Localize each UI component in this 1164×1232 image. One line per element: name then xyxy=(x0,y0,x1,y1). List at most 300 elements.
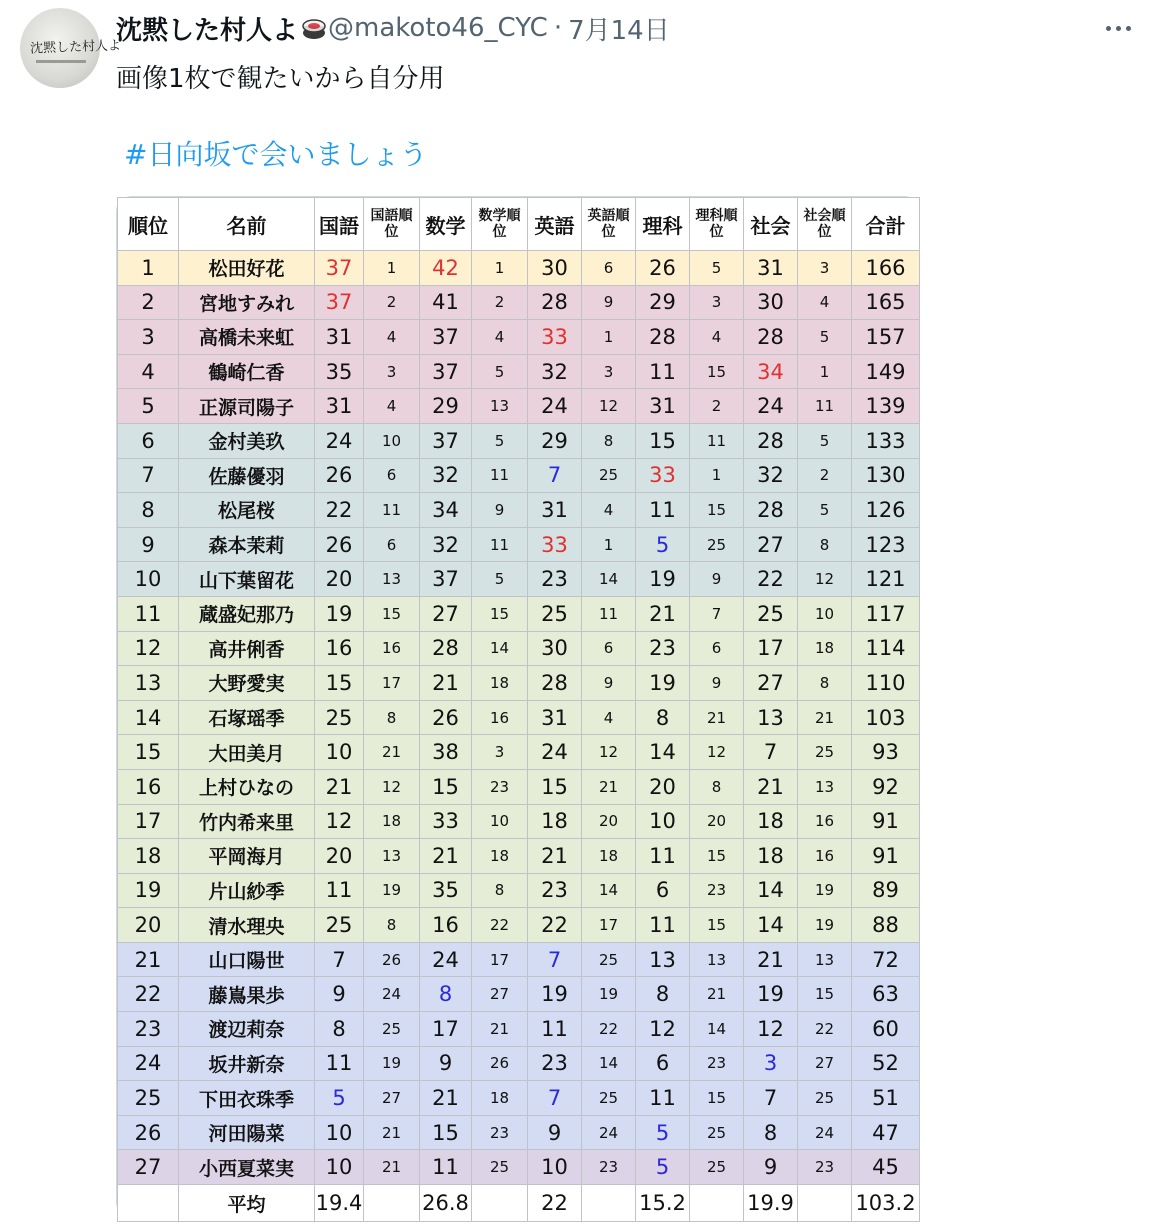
score-cell: 41 xyxy=(420,285,472,320)
rank-cell: 7 xyxy=(118,458,179,493)
rank-cell: 21 xyxy=(364,1115,420,1150)
rank-cell: 5 xyxy=(798,320,852,355)
rank-cell: 11 xyxy=(364,493,420,528)
rank-cell: 25 xyxy=(690,527,744,562)
rank-cell: 4 xyxy=(472,320,528,355)
rank-cell: 22 xyxy=(582,1012,636,1047)
rank-cell: 8 xyxy=(798,666,852,701)
rank-cell: 5 xyxy=(472,354,528,389)
score-cell: 11 xyxy=(528,1012,582,1047)
total-cell: 114 xyxy=(852,631,920,666)
score-cell: 8 xyxy=(636,977,690,1012)
rank-cell: 18 xyxy=(472,1081,528,1116)
table-row xyxy=(118,1012,920,1047)
rank-cell: 21 xyxy=(690,977,744,1012)
header-cell: 英語 xyxy=(528,198,582,251)
name-cell: 佐藤優羽 xyxy=(179,458,315,493)
rank-cell: 4 xyxy=(364,320,420,355)
table-row xyxy=(118,769,920,804)
rank-cell: 24 xyxy=(364,977,420,1012)
rank-cell: 9 xyxy=(582,285,636,320)
score-cell: 29 xyxy=(636,285,690,320)
score-cell: 19 xyxy=(744,977,798,1012)
score-cell: 11 xyxy=(636,908,690,943)
rank-cell: 23 xyxy=(690,873,744,908)
rank-cell: 15 xyxy=(364,596,420,631)
rank-cell: 25 xyxy=(472,1150,528,1185)
rank-cell: 27 xyxy=(118,1150,179,1185)
rank-cell: 21 xyxy=(472,1012,528,1047)
score-cell: 9 xyxy=(528,1115,582,1150)
score-cell: 23 xyxy=(528,562,582,597)
header-cell: 理科 xyxy=(636,198,690,251)
rank-cell: 27 xyxy=(472,977,528,1012)
rank-cell: 10 xyxy=(798,596,852,631)
score-cell: 21 xyxy=(420,666,472,701)
score-cell: 28 xyxy=(636,320,690,355)
rank-cell: 25 xyxy=(690,1150,744,1185)
score-cell: 7 xyxy=(528,1081,582,1116)
tweet-text: 画像1枚で観たいから自分用 xyxy=(116,64,445,94)
rank-cell: 17 xyxy=(582,908,636,943)
score-cell: 30 xyxy=(528,631,582,666)
table-row xyxy=(118,389,920,424)
score-cell: 14 xyxy=(744,908,798,943)
total-cell: 47 xyxy=(852,1115,920,1150)
rank-cell: 2 xyxy=(118,285,179,320)
name-cell: 藤嶌果歩 xyxy=(179,977,315,1012)
score-cell: 27 xyxy=(420,596,472,631)
rank-cell: 8 xyxy=(364,908,420,943)
name-cell: 小西夏菜実 xyxy=(179,1150,315,1185)
rank-cell: 15 xyxy=(690,493,744,528)
total-cell: 88 xyxy=(852,908,920,943)
rank-cell: 27 xyxy=(798,1046,852,1081)
total-cell: 133 xyxy=(852,423,920,458)
rank-cell: 14 xyxy=(582,562,636,597)
rank-cell: 18 xyxy=(118,839,179,874)
rank-cell: 13 xyxy=(798,942,852,977)
score-cell: 32 xyxy=(420,458,472,493)
table-row xyxy=(118,735,920,770)
rank-cell: 14 xyxy=(472,631,528,666)
rank-cell: 10 xyxy=(118,562,179,597)
name-cell: 鶴崎仁香 xyxy=(179,354,315,389)
rank-cell: 15 xyxy=(690,839,744,874)
total-cell: 45 xyxy=(852,1150,920,1185)
score-cell: 30 xyxy=(744,285,798,320)
rank-cell: 14 xyxy=(582,1046,636,1081)
average-row xyxy=(118,1185,920,1222)
header-cell: 英語順位 xyxy=(582,198,636,251)
score-cell: 33 xyxy=(636,458,690,493)
average-shakai: 19.9 xyxy=(744,1185,798,1222)
rank-cell: 5 xyxy=(472,423,528,458)
header-cell: 社会 xyxy=(744,198,798,251)
average-kokugo: 19.4 xyxy=(315,1185,364,1222)
score-cell: 7 xyxy=(315,942,364,977)
rank-cell: 5 xyxy=(798,423,852,458)
score-cell: 37 xyxy=(315,251,364,286)
name-cell: 宮地すみれ xyxy=(179,285,315,320)
total-cell: 117 xyxy=(852,596,920,631)
score-cell: 24 xyxy=(744,389,798,424)
rank-cell: 3 xyxy=(118,320,179,355)
header-cell: 名前 xyxy=(179,198,315,251)
score-cell: 16 xyxy=(315,631,364,666)
score-cell: 34 xyxy=(744,354,798,389)
rank-cell: 13 xyxy=(118,666,179,701)
rank-cell: 19 xyxy=(798,873,852,908)
rank-cell: 19 xyxy=(798,908,852,943)
table-row xyxy=(118,320,920,355)
name-cell: 松尾桜 xyxy=(179,493,315,528)
score-cell: 16 xyxy=(420,908,472,943)
rank-cell: 2 xyxy=(798,458,852,493)
rank-cell: 2 xyxy=(364,285,420,320)
rank-cell: 1 xyxy=(118,251,179,286)
total-cell: 126 xyxy=(852,493,920,528)
name-cell: 坂井新奈 xyxy=(179,1046,315,1081)
score-cell: 19 xyxy=(636,562,690,597)
total-cell: 72 xyxy=(852,942,920,977)
score-cell: 10 xyxy=(636,804,690,839)
rank-cell: 1 xyxy=(582,527,636,562)
score-cell: 8 xyxy=(420,977,472,1012)
name-cell: 山下葉留花 xyxy=(179,562,315,597)
rank-cell: 18 xyxy=(472,839,528,874)
rank-cell: 6 xyxy=(690,631,744,666)
rank-cell: 3 xyxy=(798,251,852,286)
rank-cell: 21 xyxy=(364,735,420,770)
score-cell: 28 xyxy=(744,493,798,528)
score-cell: 42 xyxy=(420,251,472,286)
score-cell: 33 xyxy=(528,320,582,355)
rank-cell: 16 xyxy=(472,700,528,735)
score-cell: 7 xyxy=(528,942,582,977)
total-cell: 51 xyxy=(852,1081,920,1116)
rank-cell: 13 xyxy=(798,769,852,804)
score-cell: 21 xyxy=(636,596,690,631)
rank-cell: 12 xyxy=(798,562,852,597)
header-cell: 理科順位 xyxy=(690,198,744,251)
table-row xyxy=(118,942,920,977)
total-cell: 149 xyxy=(852,354,920,389)
rank-cell: 23 xyxy=(472,769,528,804)
rank-cell: 4 xyxy=(364,389,420,424)
score-cell: 25 xyxy=(315,700,364,735)
separator-dot: · xyxy=(553,13,563,43)
score-cell: 18 xyxy=(528,804,582,839)
total-cell: 110 xyxy=(852,666,920,701)
rank-cell: 8 xyxy=(582,423,636,458)
total-cell: 89 xyxy=(852,873,920,908)
header-cell: 数学順位 xyxy=(472,198,528,251)
rank-cell: 26 xyxy=(364,942,420,977)
score-cell: 11 xyxy=(315,873,364,908)
header-cell: 順位 xyxy=(118,198,179,251)
score-cell: 24 xyxy=(528,735,582,770)
rank-cell: 13 xyxy=(690,942,744,977)
score-cell: 11 xyxy=(636,493,690,528)
rank-cell: 14 xyxy=(690,1012,744,1047)
rank-cell: 2 xyxy=(690,389,744,424)
rank-cell: 19 xyxy=(364,873,420,908)
rank-cell: 6 xyxy=(364,458,420,493)
header-cell: 合計 xyxy=(852,198,920,251)
table-row xyxy=(118,423,920,458)
rank-cell: 19 xyxy=(118,873,179,908)
rank-cell: 19 xyxy=(364,1046,420,1081)
rank-cell: 12 xyxy=(118,631,179,666)
score-cell: 19 xyxy=(636,666,690,701)
total-cell: 123 xyxy=(852,527,920,562)
score-cell: 23 xyxy=(636,631,690,666)
rank-cell: 4 xyxy=(118,354,179,389)
rank-cell: 2 xyxy=(472,285,528,320)
table-row xyxy=(118,1115,920,1150)
rank-cell: 15 xyxy=(690,908,744,943)
score-cell: 11 xyxy=(315,1046,364,1081)
score-cell: 28 xyxy=(744,423,798,458)
score-cell: 11 xyxy=(636,354,690,389)
rank-cell: 3 xyxy=(582,354,636,389)
rank-cell: 3 xyxy=(690,285,744,320)
score-cell: 33 xyxy=(528,527,582,562)
table-row xyxy=(118,527,920,562)
score-cell: 15 xyxy=(636,423,690,458)
table-cell xyxy=(582,1185,636,1222)
rank-cell: 17 xyxy=(364,666,420,701)
rank-cell: 20 xyxy=(582,804,636,839)
table-row xyxy=(118,873,920,908)
rank-cell: 21 xyxy=(798,700,852,735)
score-cell: 33 xyxy=(420,804,472,839)
header-cell: 社会順位 xyxy=(798,198,852,251)
total-cell: 166 xyxy=(852,251,920,286)
rank-cell: 7 xyxy=(690,596,744,631)
score-cell: 31 xyxy=(315,389,364,424)
score-cell: 10 xyxy=(315,1115,364,1150)
score-cell: 28 xyxy=(744,320,798,355)
rank-cell: 8 xyxy=(690,769,744,804)
score-cell: 31 xyxy=(744,251,798,286)
avatar-text: 沈黙した村人よ xyxy=(29,38,122,57)
name-cell: 金村美玖 xyxy=(179,423,315,458)
score-cell: 32 xyxy=(528,354,582,389)
score-cell: 30 xyxy=(528,251,582,286)
score-cell: 37 xyxy=(420,320,472,355)
score-cell: 11 xyxy=(636,1081,690,1116)
score-cell: 17 xyxy=(744,631,798,666)
total-cell: 91 xyxy=(852,839,920,874)
score-cell: 8 xyxy=(744,1115,798,1150)
rank-cell: 14 xyxy=(582,873,636,908)
hashtag-link[interactable]: #日向坂で会いましょう xyxy=(124,138,428,171)
average-label: 平均 xyxy=(179,1185,315,1222)
rank-cell: 18 xyxy=(798,631,852,666)
score-cell: 24 xyxy=(315,423,364,458)
rank-cell: 23 xyxy=(582,1150,636,1185)
sushi-icon xyxy=(300,14,328,42)
score-cell: 11 xyxy=(420,1150,472,1185)
rank-cell: 1 xyxy=(364,251,420,286)
name-cell: 下田衣珠季 xyxy=(179,1081,315,1116)
score-cell: 12 xyxy=(636,1012,690,1047)
display-name[interactable]: 沈黙した村人よ xyxy=(116,15,299,46)
rank-cell: 17 xyxy=(472,942,528,977)
rank-cell: 15 xyxy=(798,977,852,1012)
header-cell: 国語順位 xyxy=(364,198,420,251)
score-table xyxy=(117,197,920,1222)
score-cell: 31 xyxy=(636,389,690,424)
rank-cell: 16 xyxy=(798,839,852,874)
table-row xyxy=(118,839,920,874)
table-cell xyxy=(118,1185,179,1222)
rank-cell: 16 xyxy=(118,769,179,804)
score-cell: 27 xyxy=(744,527,798,562)
score-cell: 26 xyxy=(420,700,472,735)
score-cell: 7 xyxy=(744,735,798,770)
table-row xyxy=(118,700,920,735)
score-cell: 28 xyxy=(528,285,582,320)
table-row xyxy=(118,908,920,943)
rank-cell: 15 xyxy=(118,735,179,770)
rank-cell: 9 xyxy=(582,666,636,701)
rank-cell: 26 xyxy=(472,1046,528,1081)
score-cell: 23 xyxy=(528,873,582,908)
table-row xyxy=(118,1150,920,1185)
total-cell: 93 xyxy=(852,735,920,770)
average-eigo: 22 xyxy=(528,1185,582,1222)
rank-cell: 9 xyxy=(690,666,744,701)
score-cell: 19 xyxy=(528,977,582,1012)
table-row xyxy=(118,1081,920,1116)
rank-cell: 5 xyxy=(472,562,528,597)
score-cell: 21 xyxy=(420,1081,472,1116)
name-cell: 片山紗季 xyxy=(179,873,315,908)
score-cell: 25 xyxy=(744,596,798,631)
rank-cell: 9 xyxy=(118,527,179,562)
rank-cell: 22 xyxy=(798,1012,852,1047)
score-cell: 15 xyxy=(420,769,472,804)
rank-cell: 4 xyxy=(582,700,636,735)
score-cell: 18 xyxy=(744,804,798,839)
table-row xyxy=(118,493,920,528)
rank-cell: 16 xyxy=(798,804,852,839)
user-handle[interactable]: @makoto46_CYC xyxy=(328,13,548,43)
rank-cell: 18 xyxy=(364,804,420,839)
average-total: 103.2 xyxy=(852,1185,920,1222)
tweet-date[interactable]: 7月14日 xyxy=(568,15,670,46)
score-cell: 15 xyxy=(315,666,364,701)
score-cell: 29 xyxy=(420,389,472,424)
score-cell: 9 xyxy=(315,977,364,1012)
rank-cell: 25 xyxy=(690,1115,744,1150)
rank-cell: 6 xyxy=(582,631,636,666)
rank-cell: 5 xyxy=(798,493,852,528)
table-row xyxy=(118,804,920,839)
name-cell: 蔵盛妃那乃 xyxy=(179,596,315,631)
rank-cell: 15 xyxy=(472,596,528,631)
score-cell: 14 xyxy=(744,873,798,908)
rank-cell: 1 xyxy=(472,251,528,286)
score-cell: 14 xyxy=(636,735,690,770)
score-cell: 37 xyxy=(420,562,472,597)
rank-cell: 13 xyxy=(472,389,528,424)
avatar[interactable] xyxy=(20,8,122,88)
score-cell: 21 xyxy=(744,942,798,977)
score-cell: 10 xyxy=(315,1150,364,1185)
name-cell: 上村ひなの xyxy=(179,769,315,804)
rank-cell: 14 xyxy=(118,700,179,735)
rank-cell: 15 xyxy=(690,1081,744,1116)
rank-cell: 6 xyxy=(364,527,420,562)
score-cell: 32 xyxy=(744,458,798,493)
score-cell: 35 xyxy=(315,354,364,389)
total-cell: 165 xyxy=(852,285,920,320)
name-cell: 松田好花 xyxy=(179,251,315,286)
total-cell: 130 xyxy=(852,458,920,493)
score-cell: 6 xyxy=(636,1046,690,1081)
rank-cell: 25 xyxy=(582,942,636,977)
score-cell: 13 xyxy=(636,942,690,977)
score-cell: 13 xyxy=(744,700,798,735)
table-row xyxy=(118,666,920,701)
table-row xyxy=(118,1046,920,1081)
rank-cell: 25 xyxy=(798,1081,852,1116)
score-cell: 10 xyxy=(315,735,364,770)
score-cell: 38 xyxy=(420,735,472,770)
rank-cell: 25 xyxy=(118,1081,179,1116)
rank-cell: 10 xyxy=(472,804,528,839)
table-row xyxy=(118,631,920,666)
rank-cell: 25 xyxy=(582,1081,636,1116)
rank-cell: 4 xyxy=(798,285,852,320)
total-cell: 91 xyxy=(852,804,920,839)
score-cell: 37 xyxy=(315,285,364,320)
score-cell: 18 xyxy=(744,839,798,874)
name-cell: 大野愛実 xyxy=(179,666,315,701)
rank-cell: 19 xyxy=(582,977,636,1012)
score-cell: 24 xyxy=(528,389,582,424)
score-cell: 19 xyxy=(315,596,364,631)
table-cell xyxy=(364,1185,420,1222)
rank-cell: 5 xyxy=(690,251,744,286)
total-cell: 52 xyxy=(852,1046,920,1081)
score-cell: 21 xyxy=(420,839,472,874)
rank-cell: 23 xyxy=(472,1115,528,1150)
table-row xyxy=(118,596,920,631)
score-cell: 27 xyxy=(744,666,798,701)
rank-cell: 18 xyxy=(582,839,636,874)
name-cell: 平岡海月 xyxy=(179,839,315,874)
tweet-header xyxy=(116,10,670,46)
rank-cell: 12 xyxy=(582,389,636,424)
rank-cell: 25 xyxy=(798,735,852,770)
score-cell: 20 xyxy=(636,769,690,804)
more-icon[interactable] xyxy=(1100,14,1136,42)
score-cell: 5 xyxy=(636,527,690,562)
tweet-image[interactable] xyxy=(116,196,920,1218)
score-cell: 6 xyxy=(636,873,690,908)
name-cell: 清水理央 xyxy=(179,908,315,943)
score-cell: 11 xyxy=(636,839,690,874)
total-cell: 92 xyxy=(852,769,920,804)
name-cell: 竹内希来里 xyxy=(179,804,315,839)
score-cell: 37 xyxy=(420,423,472,458)
score-cell: 26 xyxy=(636,251,690,286)
